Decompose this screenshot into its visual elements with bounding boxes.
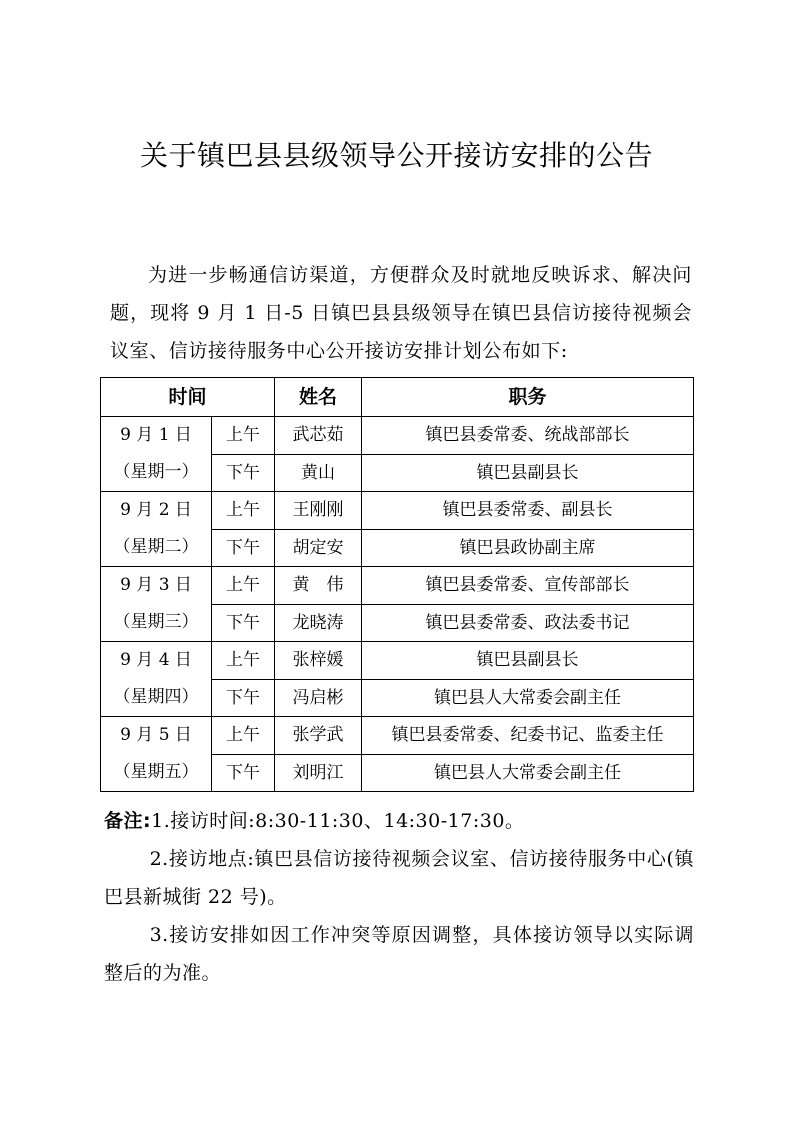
name-cell: 黄山: [275, 454, 362, 492]
table-row: [101, 492, 694, 530]
header-name: 姓名: [275, 378, 362, 417]
period-cell: 下午: [212, 679, 275, 717]
position-cell: 镇巴县委常委、统战部部长: [362, 417, 694, 455]
period-cell: 上午: [212, 492, 275, 530]
period-cell: 上午: [212, 417, 275, 455]
schedule-table: [100, 377, 694, 792]
date-label: 9 月 2 日: [120, 500, 192, 520]
name-cell: 冯启彬: [275, 679, 362, 717]
date-cell: [101, 642, 212, 717]
intro-paragraph: [110, 256, 692, 370]
note-text-1: 1.接访时间:8:30-11:30、14:30-17:30。: [151, 810, 525, 832]
name-cell: 黄 伟: [275, 567, 362, 605]
notes-label: 备注:: [104, 810, 152, 832]
position-cell: 镇巴县委常委、宣传部部长: [362, 567, 694, 605]
notes-section: [104, 802, 694, 992]
date-label: 9 月 4 日: [120, 650, 192, 670]
period-cell: 下午: [212, 529, 275, 567]
name-cell: 胡定安: [275, 529, 362, 567]
date-cell: [101, 567, 212, 642]
header-position: 职务: [362, 378, 694, 417]
name-cell: 武芯茹: [275, 417, 362, 455]
position-cell: 镇巴县委常委、副县长: [362, 492, 694, 530]
table-row: [101, 642, 694, 680]
date-label: 9 月 1 日: [120, 425, 192, 445]
period-cell: 上午: [212, 642, 275, 680]
date-label: 9 月 3 日: [120, 575, 192, 595]
table-row: [101, 567, 694, 605]
position-cell: 镇巴县政协副主席: [362, 529, 694, 567]
name-cell: 王刚刚: [275, 492, 362, 530]
name-cell: 龙晓涛: [275, 604, 362, 642]
name-cell: 张学武: [275, 717, 362, 755]
name-cell: 刘明江: [275, 754, 362, 792]
page-title: 关于镇巴县县级领导公开接访安排的公告: [139, 139, 653, 172]
note-item-3: 3.接访安排如因工作冲突等原因调整，具体接访领导以实际调整后的为准。: [104, 924, 694, 984]
period-cell: 下午: [212, 604, 275, 642]
position-cell: 镇巴县委常委、政法委书记: [362, 604, 694, 642]
note-item-2: 2.接访地点:镇巴县信访接待视频会议室、信访接待服务中心(镇巴县新城街 22 号)。: [104, 848, 694, 908]
position-cell: 镇巴县副县长: [362, 642, 694, 680]
position-cell: 镇巴县委常委、纪委书记、监委主任: [362, 717, 694, 755]
date-cell: [101, 492, 212, 567]
weekday-label: （星期二）: [113, 537, 199, 557]
date-cell: [101, 417, 212, 492]
date-label: 9 月 5 日: [120, 725, 192, 745]
table-header-row: [101, 378, 694, 417]
date-cell: [101, 717, 212, 792]
intro-text: 为进一步畅通信访渠道，方便群众及时就地反映诉求、解决问题，现将 9 月 1 日-5 日镇巴县县级领导在镇巴县信访接待视频会议室、信访接待服务中心公开接访安排计划公布如下:: [110, 264, 692, 362]
weekday-label: （星期三）: [113, 612, 199, 632]
weekday-label: （星期五）: [113, 762, 199, 782]
table-row: [101, 717, 694, 755]
position-cell: 镇巴县人大常委会副主任: [362, 754, 694, 792]
position-cell: 镇巴县人大常委会副主任: [362, 679, 694, 717]
period-cell: 下午: [212, 754, 275, 792]
period-cell: 上午: [212, 567, 275, 605]
header-time: 时间: [101, 378, 275, 417]
weekday-label: （星期一）: [113, 462, 199, 482]
note-item-1: [104, 802, 694, 840]
weekday-label: （星期四）: [113, 687, 199, 707]
name-cell: 张梓媛: [275, 642, 362, 680]
period-cell: 上午: [212, 717, 275, 755]
period-cell: 下午: [212, 454, 275, 492]
table-row: [101, 417, 694, 455]
position-cell: 镇巴县副县长: [362, 454, 694, 492]
